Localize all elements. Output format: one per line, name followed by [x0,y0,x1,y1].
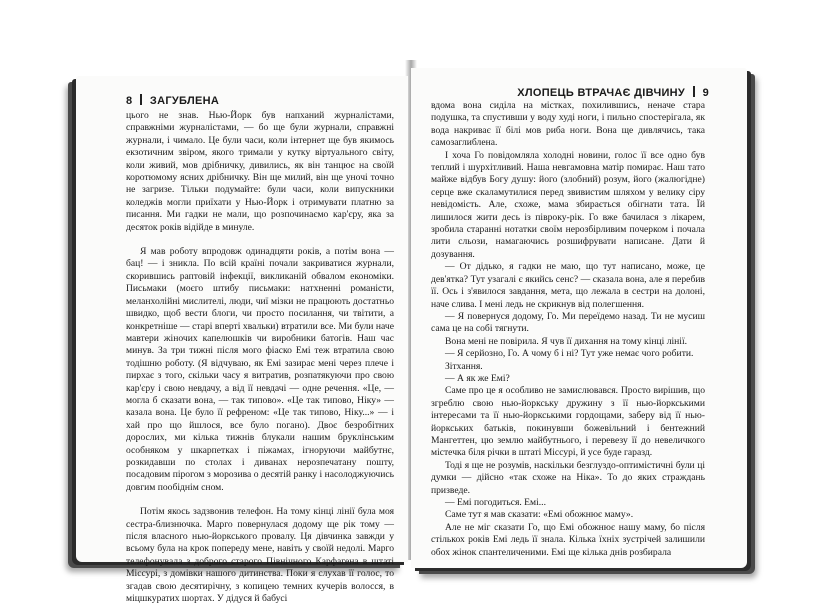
paragraph: Зітхання. [445,360,483,372]
right-page-number: 9 [702,87,709,99]
paragraph: Саме тут я мав сказати: «Емі обожнює маму». [445,509,634,521]
left-page-number: 8 [126,95,133,107]
right-page [411,68,747,568]
paragraph: — Я серйозно, Го. А чому б і ні? Тут уже немає чого робити. [445,348,694,360]
paragraph: Я мав роботу впродовж одинадцяти років, а потім вона — бац! — і зникла. По всій країні почали закриватися журнали, скорившись раптовій інфекції, викликаній обвалом економіки. Письмаки (моєго штибу письмаки: натхненні романісти, меланхолійні мислителі, люди, чиї мізки не працюють достатньо швидко, щоб вести блоги, чи просто посилання, чи твітити, а конкретніше — старі вперті хвальки) втратили все. Ми були наче мавтери жіночих капелюшків чи виробники батогів. Наш час минув. За три тижні після мого фіаско Емі теж втратила свою тодішню роботу. (Я відчуваю, як Емі зазирає мені через плече і пирхає з того, скільки часу я витратив, розпатякуючи про свою кар'єру і свою невдачу, а від її невдачі — одне речення. «Це, — могла б сказати вона, — так типово». «Це так типово, Ніку» — казала вона. Це було її рефреном: «Це так типово, Ніку...» — і хай про що йшлося, все було погано). Двоє безробітних дорослих, ми кілька тижнів блукали нашим бруклінським особняком у шкарпетках і піжамах, ігноруючи майбутнє, розкидавши по столах і диванах нерозпечатану пошту, посадовим пірогом з морозива о десятій ранку і насолоджуючись довгим пообіднім сном. [126,246,394,493]
left-page [76,76,408,605]
paragraph: — От дідько, я гадки не маю, що тут написано, може, це дев'ятка? Тут узагалі є якийсь сенс? — сказала вона, але я перебив її. Ось і з'явилося завдання, мета, що лежала в сестри на долоні, наче слива. І мені ледь не скрикнув від полегшення. [431,261,705,310]
header-separator [140,94,142,105]
paragraph: цього не знав. Нью-Йорк був напханий журналістами, справжніми журналістами, — бо ще були журнали, справжні журнали, і чимало. Це були часи, коли інтернет ще був якимось екзотичним звіром, якого тримали у кутку віртуального світу, коли живий, мов дрібничку, дивились, як він танцює на своїй коротюмому ясних дрібничку. Він ще милий, він ще уночі точно не загризе. Тільки подумайте: були часи, коли випускники коледжів могли приїхати у Нью-Йорк і отримувати платню за писання. Ми гадки не мали, що розпочинаємо кар'єру, яка за десяток років відійде в минуле. [126,110,394,233]
paragraph: Саме про це я особливо не замислювався. Просто вирішив, що згреблю свою нью-йоркську дружину з її нью-йоркськими інтересами та її нью-йоркськими гордощами, заберу від її нью-йоркських батьків, покинувши божевільний і бентежний Мангеттен, цю землю майбутнього, і перевезу її до невеличкого містечка біля річки в штаті Міссурі, й усе буде гаразд. [431,385,705,459]
left-page-text [126,110,394,605]
paragraph: — Емі погодиться. Емі... [445,497,546,508]
left-running-head [126,94,219,107]
right-page-text [431,100,705,559]
right-running-head [517,86,709,99]
paragraph: — Я повернуся додому, Го. Ми переїдемо назад. Ти не мусиш сама це на собі тягнути. [431,310,705,335]
paragraph: Потім якось задзвонив телефон. На тому кінці лінії була моя сестра-близнючка. Марго повернулася додому ще рік тому — після власного нью-йоркського провалу. Ця дівчинка завжди у всьому була на крок попереду мене, навіть у своїй недолі. Марго телефонувала з доброго старого Північного Карфагена в штаті Міссурі, з домівки нашого дитинства. Поки я слухав її голос, то згадав свою десятирічну, з копицею темних кучерів волосся, в міцшкуратих шортах. У дідуся й бабусі [126,506,394,605]
paragraph: — А як же Емі? [445,372,510,384]
left-running-title: ЗАГУБЛЕНА [149,95,220,107]
paragraph: вдома вона сиділа на місткaх, похилившись, неначе стара подушка, та спустивши у воду худі ноги, і пильно спостерігала, як вода накриває її білі мов риба ноги. Вона ще дивлячись, така самозаглиблена. [431,100,705,149]
paragraph: І хоча Го повідомляла холодні новини, голос її все одно був теплий і шурхітливий. Наша невгамовна матір помирає. Наш тато майже відбув Богу душу: його (злобний) розум, його (жалюгідне) серце вже скаламутилися перед звивистим шляхом у велику сіру невідомість. Але, схоже, мама збирається обігнати тата. Їй лишилося жити десь із півроку-рік. Го вже бачилася з лікарем, зробила старанні нотатки своїм нерозбірливим почерком і почала лити сльози, намагаючись розшифрувати написане. Дати й дозування. [431,149,705,260]
right-running-title: ХЛОПЕЦЬ ВТРАЧАЄ ДІВЧИНУ [517,87,686,99]
header-separator [693,86,695,97]
paragraph: Вона мені не повірила. Я чув її дихання на тому кінці лінії. [445,335,688,347]
paragraph: Тоді я ще не розумів, наскільки безглуздо-оптимістичні були ці думки — дійсно «так схоже на Ніка». То до яких страждань призведе. [431,459,705,496]
paragraph: Але не міг сказати Го, що Емі обожнює нашу маму, бо після стількох років Емі ледь її знала. Кілька їхніх зустрічей залишили обох жінок спантеличеними. Емі ще кілька днів розбирала [431,521,705,558]
